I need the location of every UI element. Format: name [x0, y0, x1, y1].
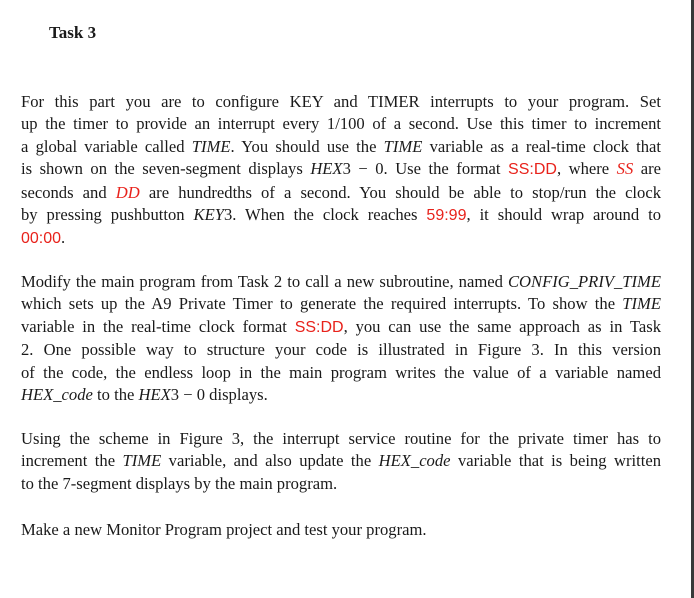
text-line: up the timer to provide an interrupt every 1/100 of a second. Use this timer to increment [21, 114, 661, 134]
text-line: 2. One possible way to structure your code is illustrated in Figure 3. In this version [21, 340, 661, 360]
section-heading: Task 3 [49, 23, 97, 42]
text-line: For this part you are to configure KEY and TIMER interrupts to your program. Set [21, 92, 661, 111]
paragraph-main-program [21, 271, 661, 406]
paragraph-monitor-project [21, 519, 661, 541]
text-line: is shown on the seven-segment displays HEX3 − 0. Use the format SS:DD, where SS are [21, 159, 661, 179]
text-line: to the 7-segment displays by the main program. [21, 473, 338, 493]
text-line: seconds and DD are hundredths of a second. You should be able to stop/run the clock [21, 182, 661, 202]
paragraph-timer-setup [21, 91, 661, 251]
paragraph-isr [21, 428, 661, 495]
wrap-value: 59:99 [426, 207, 467, 225]
text-line: 00:00. [21, 228, 66, 248]
text-line: which sets up the A9 Private Timer to generate the required interrupts. To show the TIME [21, 294, 661, 314]
reset-value: 00:00 [21, 230, 62, 248]
text-line: Modify the main program from Task 2 to call a new subroutine, named CONFIG_PRIV_TIME [21, 272, 661, 291]
dd-term: DD [115, 182, 140, 202]
text-line: of the code, the endless loop in the main program writes the value of a variable named [21, 362, 661, 382]
format-ssdd: SS:DD [294, 318, 344, 336]
text-line: by pressing pushbutton KEY3. When the clock reaches 59:99, it should wrap around to [21, 205, 661, 225]
subroutine-name: CONFIG_PRIV_TIME [507, 272, 661, 291]
text-line: a global variable called TIME. You should use the TIME variable as a real-time clock that [21, 136, 662, 156]
text-line: Make a new Monitor Program project and test your program. [21, 520, 427, 539]
text-line: increment the TIME variable, and also update the HEX_code variable that is being written [21, 451, 661, 471]
format-ssdd: SS:DD [508, 161, 557, 179]
ss-term: SS [616, 159, 634, 179]
text-line: Using the scheme in Figure 3, the interrupt service routine for the private timer has to [21, 429, 661, 448]
text-line: HEX_code to the HEX3 − 0 displays. [21, 385, 268, 405]
text-line: variable in the real-time clock format SS:DD, you can use the same approach as in Task [21, 316, 661, 336]
